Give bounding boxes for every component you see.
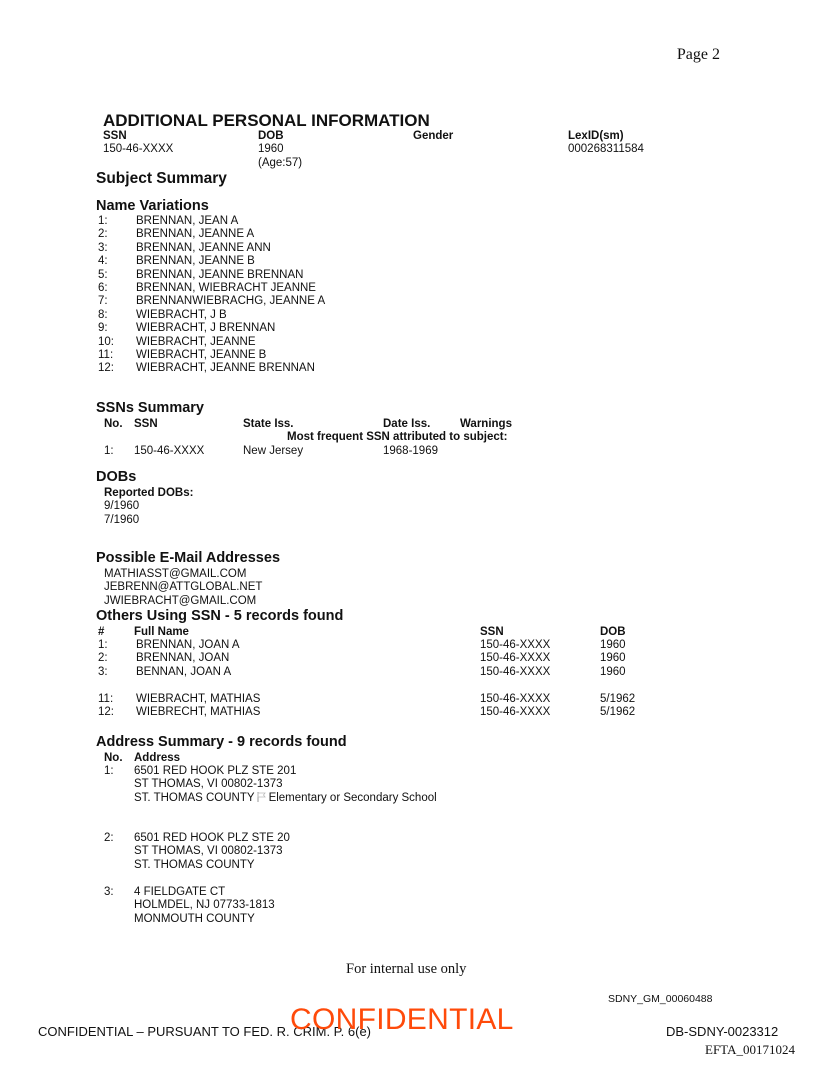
others-group-1-ssn [480, 639, 550, 679]
ssns-row-ssn: 150-46-XXXX [134, 445, 205, 457]
table-cell: 150-46-XXXX [480, 693, 551, 705]
table-cell: 150-46-XXXX [480, 639, 551, 651]
table-cell: 1960 [600, 639, 626, 651]
address-no-header: No. [104, 752, 123, 764]
address-no: 2: [104, 832, 114, 844]
list-item: 2: BRENNAN, JEANNE A [98, 228, 255, 241]
address-line: 6501 RED HOOK PLZ STE 20 [134, 832, 290, 844]
subject-summary-title: Subject Summary [96, 170, 227, 187]
efta-number: EFTA_00171024 [705, 1042, 795, 1057]
list-item: 11: WIEBRACHT, JEANNE B [98, 348, 267, 361]
list-item: 10: WIEBRACHT, JEANNE [98, 335, 256, 348]
list-item: 5: BRENNAN, JEANNE BRENNAN [98, 268, 304, 281]
list-item: 1: BRENNAN, JEAN A [98, 215, 239, 227]
list-item: JWIEBRACHT@GMAIL.COM [104, 594, 257, 607]
ssns-note: Most frequent SSN attributed to subject: [287, 431, 508, 443]
list-item: 6: BRENNAN, WIEBRACHT JEANNE [98, 281, 316, 294]
address-line: ST THOMAS, VI 00802-1373 [134, 778, 283, 791]
ssns-date-header: Date Iss. [383, 418, 431, 430]
others-group-1 [98, 639, 240, 679]
dob-value: 1960 [258, 143, 284, 155]
ssns-summary-title: SSNs Summary [96, 400, 204, 416]
list-item: 3: BRENNAN, JEANNE ANN [98, 241, 271, 254]
others-dob-header: DOB [600, 626, 626, 638]
address-line: HOLMDEL, NJ 07733-1813 [134, 899, 275, 912]
dob-header: DOB [258, 130, 284, 142]
others-using-ssn-title: Others Using SSN - 5 records found [96, 608, 344, 624]
ssns-warnings-header: Warnings [460, 418, 512, 430]
dob-item: 9/1960 [104, 500, 140, 512]
ssns-no-header: No. [104, 418, 123, 430]
list-item: 12: WIEBRACHT, JEANNE BRENNAN [98, 362, 315, 375]
lexid-value: 000268311584 [568, 143, 644, 155]
others-no-header: # [98, 626, 105, 638]
list-item: 8: WIEBRACHT, J B [98, 308, 227, 321]
ssns-row-state: New Jersey [243, 445, 304, 457]
page-number: Page 2 [676, 46, 720, 63]
address-item [134, 832, 290, 872]
others-ssn-header: SSN [480, 626, 504, 638]
sdny-gm-number: SDNY_GM_00060488 [608, 993, 713, 1005]
address-county: ST. THOMAS COUNTY [134, 858, 255, 871]
name-variations-list [98, 215, 325, 376]
flag-icon [257, 792, 266, 802]
table-row: 3: BENNAN, JOAN A [98, 665, 232, 678]
others-group-1-dob [600, 639, 626, 679]
address-no: 1: [104, 765, 114, 777]
ssn-header: SSN [103, 130, 127, 142]
table-row: 2: BRENNAN, JOAN [98, 652, 230, 665]
address-line: ST THOMAS, VI 00802-1373 [134, 845, 283, 858]
address-county-line [134, 792, 437, 805]
table-cell: 150-46-XXXX [480, 706, 551, 719]
confidential-stamp: CONFIDENTIAL [290, 1003, 514, 1036]
table-cell: 1960 [600, 652, 626, 665]
others-group-2-ssn [480, 693, 550, 720]
table-row: 11: WIEBRACHT, MATHIAS [98, 693, 261, 705]
ssns-state-header: State Iss. [243, 418, 294, 430]
address-item [134, 886, 275, 926]
ssns-ssn-header: SSN [134, 418, 158, 430]
reported-dobs-label: Reported DOBs: [104, 487, 194, 499]
emails-list [104, 568, 262, 608]
table-cell: 150-46-XXXX [480, 665, 551, 678]
others-group-2-dob [600, 693, 635, 720]
internal-use-note: For internal use only [346, 961, 467, 977]
table-cell: 5/1962 [600, 693, 636, 705]
dob-item: 7/1960 [104, 514, 140, 526]
address-item [134, 765, 437, 805]
db-sdny-number: DB-SDNY-0023312 [666, 1024, 779, 1039]
address-county: MONMOUTH COUNTY [134, 912, 255, 925]
table-cell: 150-46-XXXX [480, 652, 551, 665]
list-item: 7: BRENNANWIEBRACHG, JEANNE A [98, 295, 326, 308]
pursuant-note: CONFIDENTIAL – PURSUANT TO FED. R. CRIM. P. 6(e) [38, 1024, 372, 1039]
table-cell: 1960 [600, 665, 626, 678]
others-group-2 [98, 693, 260, 720]
list-item: 4: BRENNAN, JEANNE B [98, 255, 255, 268]
address-header: Address [134, 752, 181, 764]
address-no: 3: [104, 886, 114, 898]
table-row: 12: WIEBRECHT, MATHIAS [98, 706, 261, 719]
gender-header: Gender [413, 130, 454, 142]
list-item: 9: WIEBRACHT, J BRENNAN [98, 322, 276, 335]
emails-title: Possible E-Mail Addresses [96, 550, 281, 566]
age-value: (Age:57) [258, 157, 303, 169]
table-cell: 5/1962 [600, 706, 636, 719]
address-summary-title: Address Summary - 9 records found [96, 734, 347, 750]
address-line: 4 FIELDGATE CT [134, 886, 226, 898]
address-note: Elementary or Secondary School [268, 791, 437, 804]
address-county: ST. THOMAS COUNTY [134, 791, 255, 804]
additional-info-title: ADDITIONAL PERSONAL INFORMATION [103, 111, 430, 130]
ssn-value: 150-46-XXXX [103, 143, 174, 155]
name-variations-title: Name Variations [96, 198, 209, 214]
ssns-row-no: 1: [104, 445, 114, 457]
table-row: 1: BRENNAN, JOAN A [98, 639, 240, 651]
list-item: JEBRENN@ATTGLOBAL.NET [104, 581, 263, 594]
dobs-title: DOBs [96, 469, 137, 485]
others-name-header: Full Name [134, 626, 189, 638]
list-item: MATHIASST@GMAIL.COM [104, 568, 247, 580]
address-line: 6501 RED HOOK PLZ STE 201 [134, 765, 297, 777]
ssns-row-date: 1968-1969 [383, 445, 438, 457]
lexid-header: LexID(sm) [568, 130, 624, 142]
